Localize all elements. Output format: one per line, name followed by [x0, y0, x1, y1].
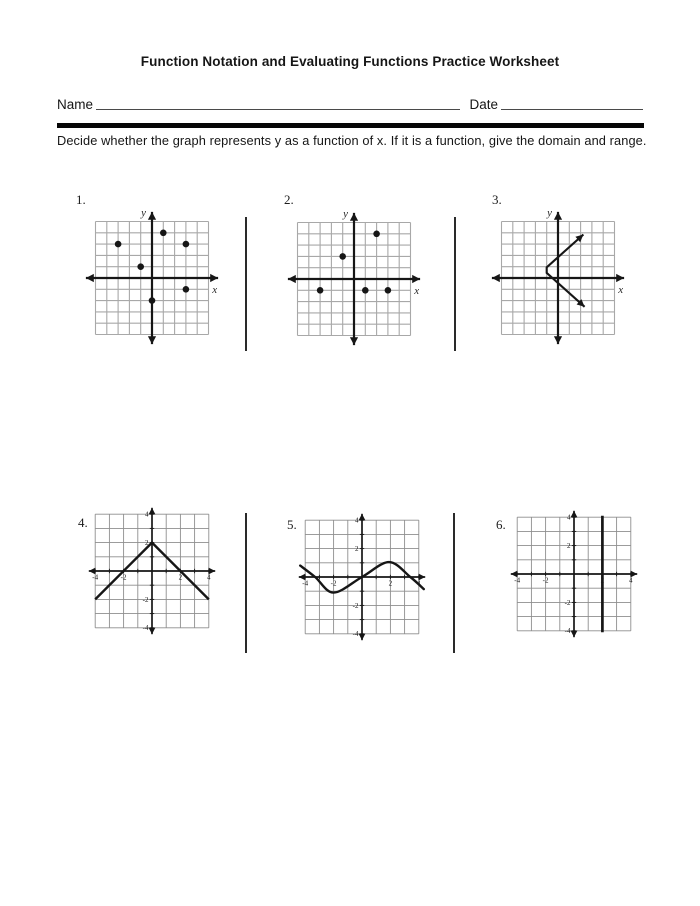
svg-text:-4: -4 — [302, 579, 309, 588]
svg-text:-4: -4 — [564, 627, 571, 636]
svg-text:4: 4 — [355, 516, 359, 525]
graph-3-number: 3. — [492, 192, 502, 207]
graph-2-number: 2. — [284, 192, 294, 207]
graph-6-number: 6. — [496, 517, 506, 532]
column-divider-3 — [245, 513, 247, 653]
svg-text:y: y — [343, 207, 348, 220]
svg-text:4: 4 — [145, 510, 149, 519]
svg-text:-2: -2 — [142, 595, 149, 604]
name-date-row — [57, 97, 643, 112]
graph-3-plot — [483, 198, 633, 356]
svg-text:-2: -2 — [564, 598, 571, 607]
column-divider-1 — [245, 217, 247, 351]
graph-1-number: 1. — [76, 192, 86, 207]
svg-text:2: 2 — [388, 579, 393, 588]
svg-text:2: 2 — [355, 545, 359, 553]
svg-text:2: 2 — [178, 573, 183, 582]
section-rule — [57, 123, 644, 128]
svg-text:-4: -4 — [142, 624, 149, 633]
svg-text:x: x — [212, 284, 218, 296]
graph-2-plot — [279, 199, 429, 357]
page-title: Function Notation and Evaluating Functions Practice Worksheet — [140, 54, 560, 69]
svg-text:-4: -4 — [352, 630, 359, 639]
svg-text:-2: -2 — [330, 579, 337, 588]
svg-text:2: 2 — [600, 576, 605, 585]
svg-text:2: 2 — [145, 539, 149, 547]
svg-text:-2: -2 — [120, 573, 127, 582]
name-field-line — [96, 108, 460, 110]
svg-text:-2: -2 — [542, 576, 549, 585]
graph-5-plot — [293, 508, 431, 646]
svg-text:-4: -4 — [514, 576, 521, 585]
date-field-line — [501, 108, 643, 110]
name-label: Name — [57, 97, 94, 112]
graph-4-plot — [83, 502, 221, 640]
graph-5-number: 5. — [287, 517, 297, 532]
date-label: Date — [469, 97, 498, 112]
svg-text:y: y — [141, 206, 146, 219]
svg-text:4: 4 — [629, 576, 633, 585]
svg-text:-4: -4 — [92, 573, 99, 582]
svg-text:x: x — [414, 285, 420, 297]
graph-6-plot — [505, 505, 643, 643]
graph-4-number: 4. — [78, 515, 88, 530]
column-divider-4 — [453, 513, 455, 653]
column-divider-2 — [454, 217, 456, 351]
instructions-text: Decide whether the graph represents y as a function of x. If it is a function, give the domain and range. — [57, 133, 647, 148]
svg-text:4: 4 — [207, 573, 211, 582]
svg-text:4: 4 — [567, 513, 571, 522]
svg-text:y: y — [547, 206, 552, 219]
svg-text:4: 4 — [417, 579, 421, 588]
graph-1-plot — [77, 198, 227, 356]
svg-text:x: x — [618, 284, 624, 296]
svg-text:2: 2 — [567, 542, 571, 550]
svg-text:-2: -2 — [352, 601, 359, 610]
